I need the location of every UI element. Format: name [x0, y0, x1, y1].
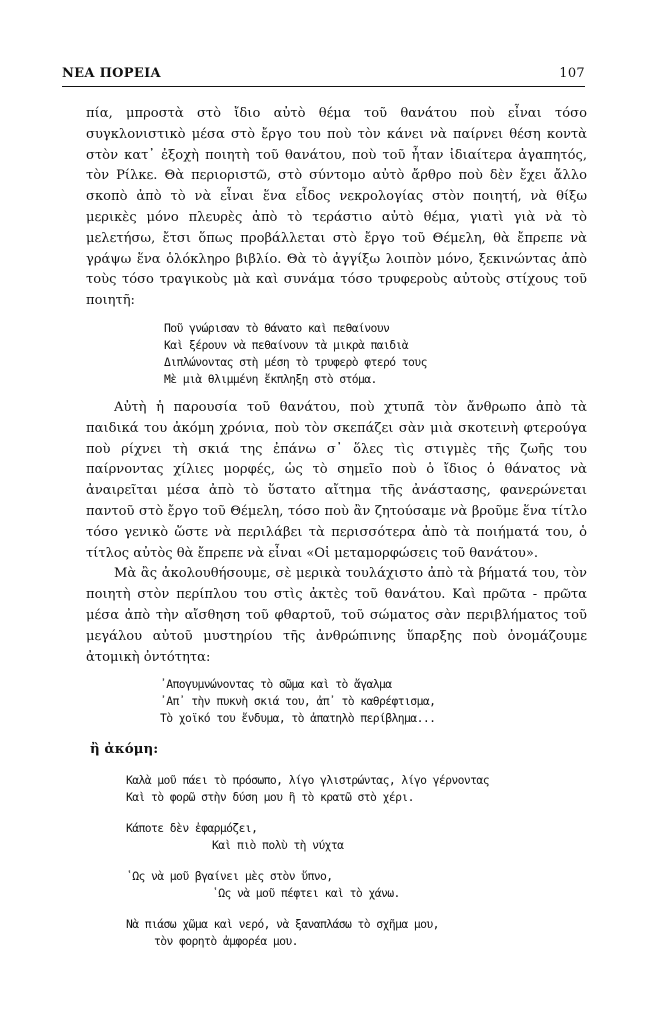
poem-line: Ποῦ γνώρισαν τὸ θάνατο καὶ πεθαίνουν [164, 320, 390, 335]
poem-line: Καλὰ μοῦ πάει τὸ πρόσωπο, λίγο γλιστρώντας, λίγο γέρνοντας [126, 773, 489, 788]
poem-line: Διπλώνοντας στὴ μέση τὸ τρυφερὸ φτερό τους [164, 354, 427, 369]
journal-title: ΝΕΑ ΠΟΡΕΙΑ [62, 66, 161, 81]
poem-excerpt-3-stanza-1 [126, 772, 587, 806]
paragraph-1: πία, μπροστὰ στὸ ἴδιο αὐτὸ θέμα τοῦ θανάτου ποὺ εἶναι τόσο συγκλονιστικὸ μέσα στὸ ἔργο του ποὺ τὸν κάνει νὰ παίρνει θέση κοντὰ στὸν κατ᾿ ἐξοχὴ ποιητὴ τοῦ θανάτου, ποὺ τοῦ ἦταν ἰδιαίτερα ἀγαπητός, τὸν Ρίλκε. Θὰ περιοριστῶ, στὸ σύντομο αὐτὸ ἄρθρο ποὺ δὲν ἔχει ἄλλο σκοπὸ ἀπὸ τὸ νὰ εἶναι ἕνα εἶδος νεκρολογίας στὸν ποιητή, νὰ θίξω μερικὲς μόνο πλευρὲς ἀπὸ τὸ τεράστιο αὐτὸ θέμα, γιατὶ γιὰ νὰ τὸ μελετήσω, ἔτσι ὅπως προβάλλεται στὸ ἔργο τοῦ Θέμελη, θὰ ἔπρεπε νὰ γράψω ἕνα ὁλόκληρο βιβλίο. Θὰ τὸ ἀγγίξω λοιπὸν μόνο, ξεκινώντας ἀπὸ τοὺς τόσο τραγικοὺς μὰ καὶ συνάμα τόσο τρυφεροὺς αὐτοὺς στίχους τοῦ ποιητῆ: [86, 106, 587, 309]
poem-line: Καὶ τὸ φορῶ στὴν δύση μου ἢ τὸ κρατῶ στὸ χέρι. [126, 790, 414, 805]
paragraph-2: Αὐτὴ ἡ παρουσία τοῦ θανάτου, ποὺ χτυπᾶ τὸν ἄνθρωπο ἀπὸ τὰ παιδικά του ἀκόμη χρόνια, ποὺ τὸν σκεπάζει σὰν μιὰ σκοτεινὴ φτερούγα ποὺ ρίχνει τὴ σκιά της ἐπάνω σ᾿ ὅλες τὶς στιγμὲς τῆς ζωῆς του παίρνοντας χίλιες μορφές, ὡς τὸ σημεῖο ποὺ ὁ ἴδιος ὁ θάνατος νὰ ἀναιρεῖται μέσα ἀπὸ τὸ ὕστατο αἴτημα τῆς ἀνάστασης, φανερώνεται παντοῦ στὸ ἔργο τοῦ Θέμελη, τόσο ποὺ ἂν ζητούσαμε νὰ βροῦμε ἕνα τίτλο τόσο γενικὸ ὥστε νὰ περιλάβει τὰ περισσότερα ἀπὸ τὰ ποιήματά του, ὁ τίτλος αὐτὸς θὰ ἔπρεπε νὰ εἶναι «Οἱ μεταμορφώσεις τοῦ θανάτου». [86, 399, 587, 561]
poem-excerpt-3-stanza-3 [126, 868, 587, 902]
poem-excerpt-1 [164, 320, 587, 388]
poem-line: Καὶ πιὸ πολὺ τὴ νύχτα [212, 838, 344, 853]
paragraph-3: Μὰ ἂς ἀκολουθήσουμε, σὲ μερικὰ τουλάχιστο ἀπὸ τὰ βήματά του, τὸν ποιητὴ στὸν περίπλου του στὶς ἀκτὲς τοῦ θανάτου. Καὶ πρῶτα - πρῶτα μέσα ἀπὸ τὴν αἴσθηση τοῦ φθαρτοῦ, τοῦ σώματος σὰν περιβλήματος τοῦ μεγάλου αὐτοῦ μυστηρίου τῆς ἀνθρώπινης ὕπαρξης ποὺ ὀνομάζουμε ἀτομικὴ ὀντότητα: [86, 566, 587, 665]
poem-line: Νὰ πιάσω χῶμα καὶ νερό, νὰ ξαναπλάσω τὸ σχῆμα μου, [126, 917, 439, 932]
poem-line: Κάποτε δὲν ἐφαρμόζει, [126, 821, 258, 836]
poem-line: ῾Ως νὰ μοῦ πέφτει καὶ τὸ χάνω. [212, 886, 400, 901]
poem-line: Τὸ χοϊκό του ἔνδυμα, τὸ ἀπατηλὸ περίβλημα... [160, 711, 436, 726]
page-number: 107 [559, 66, 585, 81]
poem-line: τὸν φορητὸ ἀμφορέα μου. [154, 934, 298, 949]
poem-line: Καὶ ξέρουν νὰ πεθαίνουν τὰ μικρὰ παιδιὰ [164, 337, 409, 352]
poem-line: Μὲ μιὰ θλιμμένη ἔκπληξη στὸ στόμα. [164, 371, 377, 386]
running-header [62, 66, 585, 81]
poem-excerpt-2 [160, 676, 587, 727]
article-body [86, 104, 587, 950]
poem-excerpt-3-stanza-2 [126, 820, 587, 854]
poem-excerpt-3-stanza-4 [126, 916, 587, 950]
transition-label: ἢ ἀκόμη: [90, 741, 159, 758]
poem-line: ᾿Απ᾿ τὴν πυκνὴ σκιά του, ἀπ᾿ τὸ καθρέφτισμα, [160, 694, 436, 709]
poem-line: ῾Ως νὰ μοῦ βγαίνει μὲς στὸν ὕπνο, [126, 869, 333, 884]
header-rule [62, 86, 585, 87]
poem-line: ᾿Απογυμνώνοντας τὸ σῶμα καὶ τὸ ἄγαλμα [160, 677, 392, 692]
